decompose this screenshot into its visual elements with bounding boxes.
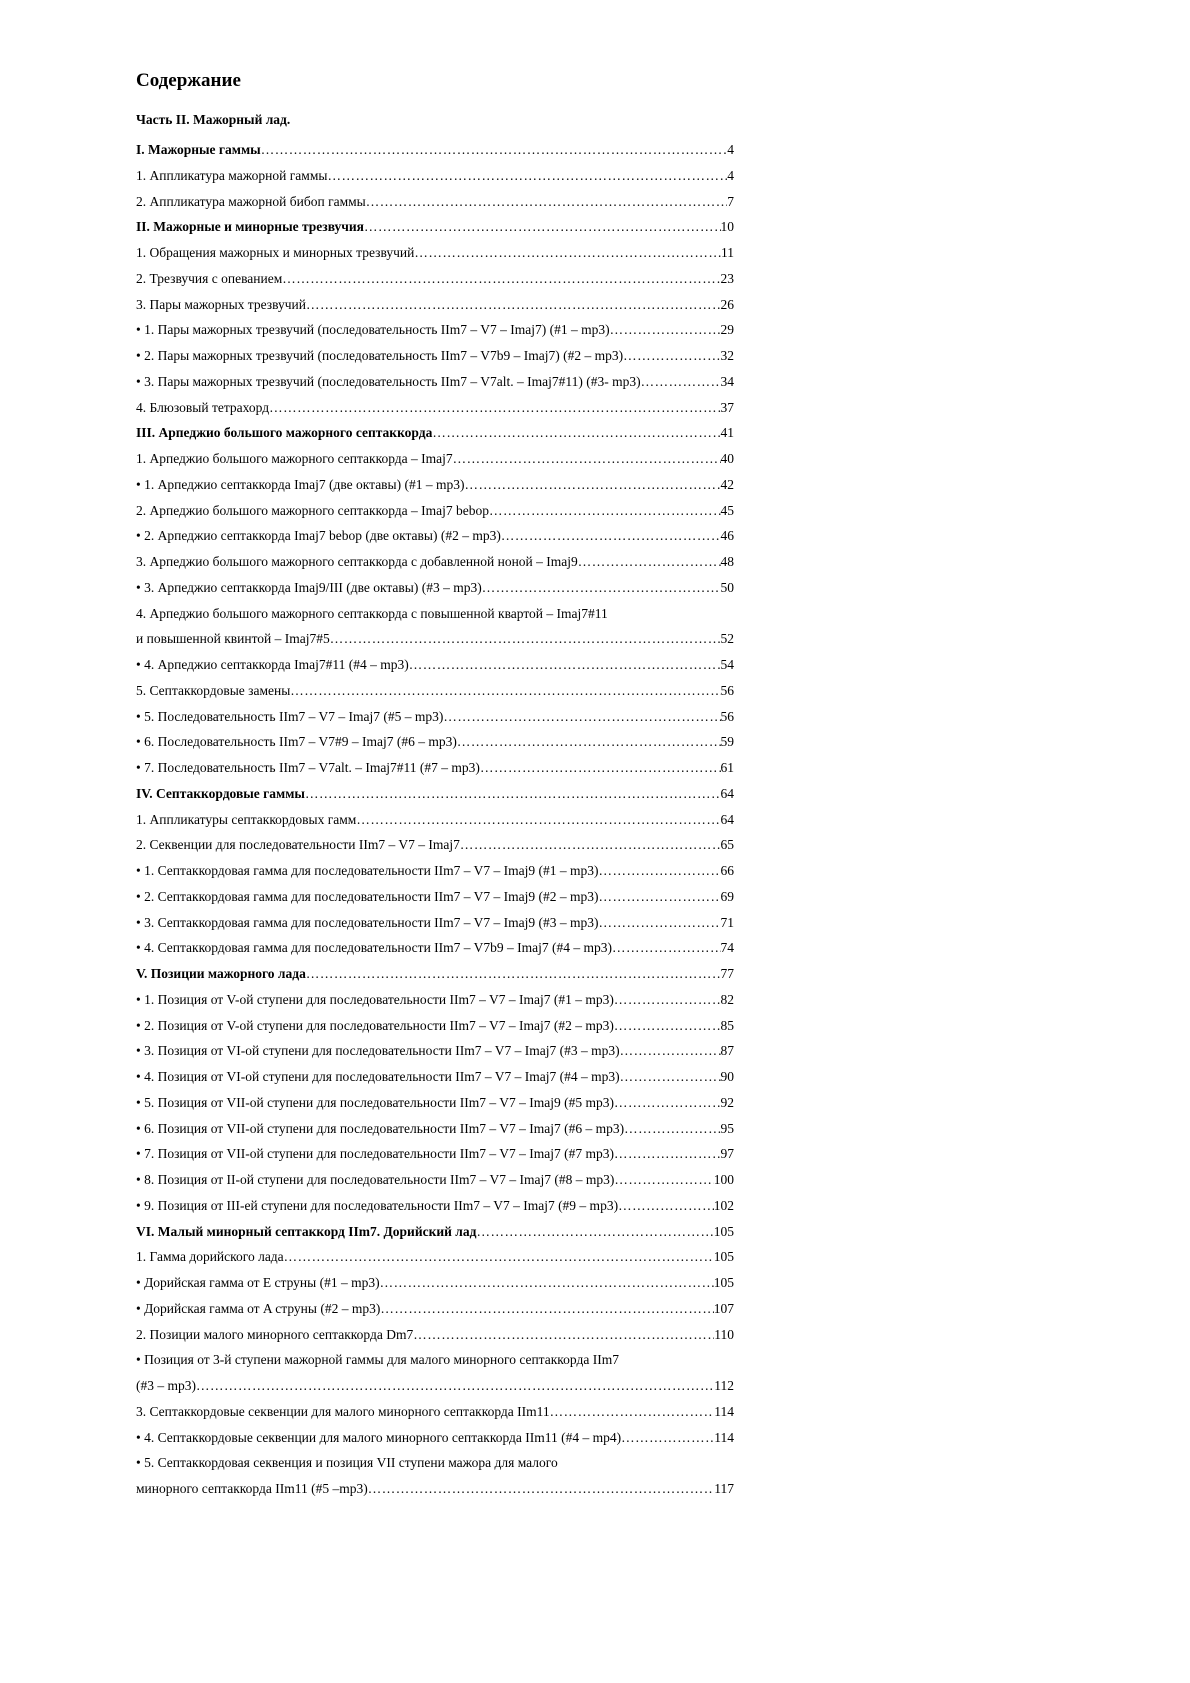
dot-leader: [550, 1399, 715, 1425]
toc-entry-page: 64: [720, 785, 734, 801]
dot-leader: [443, 704, 720, 730]
toc-entry-page: 61: [720, 760, 734, 775]
toc-entry[interactable]: [136, 1450, 734, 1476]
dot-leader: [432, 420, 720, 446]
dot-leader: [306, 961, 721, 987]
toc-entry-page: 4: [727, 142, 734, 157]
toc-entry-title: 1. Гамма дорийского лада: [136, 1249, 284, 1265]
dot-leader: [614, 1090, 721, 1116]
toc-entry[interactable]: [136, 549, 734, 575]
toc-entry-page: 34: [720, 373, 734, 389]
dot-leader: [620, 1064, 721, 1090]
toc-entry-page: 66: [720, 863, 734, 878]
toc-entry[interactable]: [136, 755, 734, 781]
part-heading: Часть II. Мажорный лад.: [136, 112, 291, 127]
dot-leader: [305, 781, 721, 807]
dot-leader: [465, 472, 721, 498]
toc-entry[interactable]: [136, 626, 734, 652]
toc-entry[interactable]: [136, 137, 734, 163]
dot-leader: [612, 935, 720, 961]
toc-entry-page: 41: [720, 425, 734, 441]
dot-leader: [620, 1038, 721, 1064]
dot-leader: [366, 189, 727, 215]
dot-leader: [269, 395, 720, 421]
toc-entry-page: 59: [720, 734, 734, 750]
dot-leader: [380, 1270, 714, 1296]
toc-entry-title: 5. Септаккордовые замены: [136, 682, 291, 698]
dot-leader: [480, 755, 721, 781]
dot-leader: [614, 1167, 713, 1193]
toc-entry[interactable]: [136, 446, 734, 472]
dot-leader: [489, 498, 720, 524]
toc-entry-page: 105: [713, 1223, 734, 1239]
toc-entry-title: • 9. Позиция от III-ей ступени для последовательности IIm7 – V7 – Imaj7 (#9 – mp3): [136, 1197, 619, 1213]
dot-leader: [356, 807, 720, 833]
toc-entry-page: 29: [720, 322, 734, 338]
toc-entry-title: • 3. Позиция от VI-ой ступени для последовательности IIm7 – V7 – Imaj7 (#3 – mp3): [136, 1043, 620, 1059]
toc-entry-page: 56: [720, 708, 734, 724]
toc-entry-page: 42: [720, 476, 734, 492]
toc-entry[interactable]: [136, 601, 734, 627]
toc-entry-title: 4. Блюзовый тетрахорд: [136, 399, 270, 415]
toc-entry[interactable]: [136, 678, 734, 704]
toc-entry-title: • 4. Позиция от VI-ой ступени для последовательности IIm7 – V7 – Imaj7 (#4 – mp3): [136, 1069, 620, 1084]
toc-entry[interactable]: [136, 652, 734, 678]
toc-entry[interactable]: [136, 1270, 734, 1296]
toc-entry-title: • Дорийская гамма от E струны (#1 – mp3): [136, 1275, 380, 1290]
toc-entry-title: • 4. Арпеджио септаккорда Imaj7#11 (#4 – mp3): [136, 657, 409, 672]
toc-entry[interactable]: [136, 266, 734, 292]
toc-entry[interactable]: [136, 781, 734, 807]
toc-entry[interactable]: [136, 369, 734, 395]
toc-entry-page: 32: [720, 348, 734, 363]
toc-entry-title: • 1. Пары мажорных трезвучий (последовательность IIm7 – V7 – Imaj7) (#1 – mp3): [136, 322, 610, 338]
toc-entry[interactable]: [136, 343, 734, 369]
toc-entry-page: 46: [720, 528, 734, 544]
toc-entry-title: • 4. Септаккордовые секвенции для малого минорного септаккорда IIm11 (#4 – mp4): [136, 1429, 622, 1445]
toc-entry-title: • 8. Позиция от II-ой ступени для последовательности IIm7 – V7 – Imaj7 (#8 – mp3): [136, 1172, 615, 1187]
toc-entry-page: 85: [720, 1017, 734, 1033]
toc-entry[interactable]: [136, 163, 734, 189]
page-title: Содержание: [136, 70, 241, 91]
toc-entry-title: IV. Септаккордовые гаммы: [136, 785, 305, 801]
toc-entry-page: 114: [714, 1429, 734, 1445]
toc-entry[interactable]: [136, 1425, 734, 1451]
toc-entry-page: 114: [714, 1403, 734, 1419]
toc-entry-title: • 6. Последовательность IIm7 – V7#9 – Imaj7 (#6 – mp3): [136, 734, 457, 750]
toc-entry[interactable]: [136, 523, 734, 549]
toc-entry-page: 54: [720, 657, 734, 672]
dot-leader: [621, 1425, 714, 1451]
dot-leader: [413, 1322, 714, 1348]
toc-entry-title: • 1. Арпеджио септаккорда Imaj7 (две октавы) (#1 – mp3): [136, 476, 465, 492]
toc-entry-page: 95: [720, 1120, 734, 1136]
dot-leader: [460, 832, 721, 858]
toc-entry-page: 105: [713, 1275, 734, 1290]
toc-entry[interactable]: [136, 1399, 734, 1425]
toc-entry-page: 102: [713, 1197, 734, 1213]
toc-entry-title: • 5. Позиция от VII-ой ступени для последовательности IIm7 – V7 – Imaj9 (#5 mp3): [136, 1094, 614, 1110]
toc-entry-title: • 2. Пары мажорных трезвучий (последовательность IIm7 – V7b9 – Imaj7) (#2 – mp3): [136, 348, 624, 363]
toc-entry-page: 100: [713, 1172, 734, 1187]
toc-entry[interactable]: [136, 935, 734, 961]
toc-entry[interactable]: [136, 1064, 734, 1090]
toc-entry-title: • 3. Пары мажорных трезвучий (последовательность IIm7 – V7alt. – Imaj7#11) (#3- mp3): [136, 373, 641, 389]
toc-entry-title: • 3. Септаккордовая гамма для последовательности IIm7 – V7 – Imaj9 (#3 – mp3): [136, 914, 599, 930]
toc-entry-title: VI. Малый минорный септаккорд IIm7. Дорийский лад: [136, 1223, 477, 1239]
toc-entry-page: 4: [727, 167, 734, 183]
toc-entry[interactable]: [136, 807, 734, 833]
dot-leader: [261, 137, 728, 163]
toc-entry-page: 52: [720, 631, 734, 647]
dot-leader: [453, 446, 721, 472]
dot-leader: [501, 523, 721, 549]
toc-entry[interactable]: [136, 1193, 734, 1219]
dot-leader: [196, 1373, 714, 1399]
toc-entry[interactable]: [136, 240, 734, 266]
toc-entry[interactable]: [136, 1116, 734, 1142]
dot-leader: [623, 343, 720, 369]
toc-entry[interactable]: [136, 1322, 734, 1348]
toc-entry-page: 7: [727, 193, 734, 209]
dot-leader: [476, 1219, 713, 1245]
toc-entry-page: 10: [720, 219, 734, 235]
toc-entry-title: 3. Пары мажорных трезвучий: [136, 296, 306, 312]
toc-entry[interactable]: [136, 292, 734, 318]
toc-entry-title: • 2. Септаккордовая гамма для последовательности IIm7 – V7 – Imaj9 (#2 – mp3): [136, 888, 599, 904]
toc-entry-title: 1. Арпеджио большого мажорного септаккорда – Imaj7: [136, 451, 453, 466]
toc-entry-page: 26: [720, 296, 734, 312]
toc-entry-title: 2. Арпеджио большого мажорного септаккорда – Imaj7 bebop: [136, 502, 490, 518]
toc-entry[interactable]: [136, 189, 734, 215]
toc-entry[interactable]: [136, 910, 734, 936]
toc-entry-page: 105: [713, 1249, 734, 1265]
toc-entry-page: 90: [720, 1069, 734, 1084]
toc-entry-title: II. Мажорные и минорные трезвучия: [136, 219, 364, 235]
toc-entry-page: 65: [720, 837, 734, 853]
toc-entry[interactable]: [136, 1038, 734, 1064]
dot-leader: [306, 292, 721, 318]
toc-entry-title: • 7. Позиция от VII-ой ступени для последовательности IIm7 – V7 – Imaj7 (#7 mp3): [136, 1146, 614, 1162]
toc-entry-page: 56: [720, 682, 734, 698]
toc-entry-title: • 5. Септаккордовая секвенция и позиция VII ступени мажора для малого: [136, 1455, 558, 1471]
dot-leader: [364, 214, 721, 240]
dot-leader: [614, 987, 721, 1013]
toc-entry-title: V. Позиции мажорного лада: [136, 966, 306, 981]
toc-entry[interactable]: [136, 832, 734, 858]
dot-leader: [409, 652, 721, 678]
toc-entry[interactable]: [136, 1347, 734, 1373]
toc-entry[interactable]: [136, 420, 734, 446]
toc-entry-title: • 2. Позиция от V-ой ступени для последовательности IIm7 – V7 – Imaj7 (#2 – mp3): [136, 1017, 614, 1033]
toc-entry-title: 3. Септаккордовые секвенции для малого минорного септаккорда IIm11: [136, 1403, 550, 1419]
toc-entry[interactable]: [136, 1090, 734, 1116]
toc-entry[interactable]: [136, 1141, 734, 1167]
toc-entry-title: • 2. Арпеджио септаккорда Imaj7 bebop (две октавы) (#2 – mp3): [136, 528, 501, 544]
toc-entry-title: 1. Аппликатура мажорной гаммы: [136, 167, 328, 183]
toc-entry[interactable]: [136, 575, 734, 601]
toc-entry-title: • 5. Последовательность IIm7 – V7 – Imaj7 (#5 – mp3): [136, 708, 444, 724]
toc-entry-page: 64: [720, 811, 734, 827]
toc-entry[interactable]: [136, 214, 734, 240]
dot-leader: [457, 729, 721, 755]
toc-entry[interactable]: [136, 729, 734, 755]
toc-entry[interactable]: [136, 1013, 734, 1039]
dot-leader: [610, 317, 721, 343]
dot-leader: [330, 626, 721, 652]
dot-leader: [599, 884, 721, 910]
toc-entry-title: (#3 – mp3): [136, 1378, 196, 1393]
toc-entry-page: 45: [720, 502, 734, 518]
dot-leader: [368, 1476, 715, 1502]
toc-entry-page: 50: [720, 579, 734, 595]
toc-entry-title: • Позиция от 3-й ступени мажорной гаммы для малого минорного септаккорда IIm7: [136, 1352, 619, 1368]
toc-entry[interactable]: [136, 704, 734, 730]
toc-entry-title: III. Арпеджио большого мажорного септаккорда: [136, 425, 433, 441]
toc-entry-title: 2. Трезвучия с опеванием: [136, 270, 283, 286]
toc-entry-page: 37: [720, 399, 734, 415]
toc-entry-page: 82: [720, 991, 734, 1007]
dot-leader: [624, 1116, 720, 1142]
toc-entry-page: 71: [720, 914, 734, 930]
toc-entry-title: • 4. Септаккордовая гамма для последовательности IIm7 – V7b9 – Imaj7 (#4 – mp3): [136, 940, 613, 956]
toc-entry[interactable]: [136, 498, 734, 524]
toc-entry-page: 87: [720, 1043, 734, 1059]
toc-entry-page: 48: [720, 554, 734, 569]
toc-entry-title: • 6. Позиция от VII-ой ступени для последовательности IIm7 – V7 – Imaj7 (#6 – mp3): [136, 1120, 625, 1136]
toc-entry-title: • Дорийская гамма от A струны (#2 – mp3): [136, 1300, 381, 1316]
dot-leader: [599, 910, 721, 936]
toc-entry[interactable]: [136, 1244, 734, 1270]
toc-entry[interactable]: [136, 1296, 734, 1322]
toc-entry-title: 2. Аппликатура мажорной бибоп гаммы: [136, 193, 366, 209]
dot-leader: [414, 240, 721, 266]
dot-leader: [290, 678, 720, 704]
toc-entry[interactable]: [136, 395, 734, 421]
toc-entry-title: I. Мажорные гаммы: [136, 142, 261, 157]
toc-entry[interactable]: [136, 858, 734, 884]
toc-entry-title: 1. Аппликатуры септаккордовых гамм: [136, 811, 357, 827]
toc-entry[interactable]: [136, 884, 734, 910]
toc-entry-title: • 1. Позиция от V-ой ступени для последовательности IIm7 – V7 – Imaj7 (#1 – mp3): [136, 991, 614, 1007]
toc-entry-page: 23: [720, 270, 734, 286]
toc-entry-title: 4. Арпеджио большого мажорного септаккорда с повышенной квартой – Imaj7#11: [136, 605, 608, 621]
dot-leader: [284, 1244, 714, 1270]
toc-entry-page: 110: [714, 1326, 734, 1342]
toc-entry-title: 2. Секвенции для последовательности IIm7 – V7 – Imaj7: [136, 837, 460, 853]
dot-leader: [327, 163, 727, 189]
toc-entry-title: 1. Обращения мажорных и минорных трезвучий: [136, 245, 415, 260]
toc-entry[interactable]: [136, 1373, 734, 1399]
toc-entry[interactable]: [136, 1219, 734, 1245]
toc-entry[interactable]: [136, 317, 734, 343]
dot-leader: [614, 1141, 721, 1167]
toc-entry[interactable]: [136, 987, 734, 1013]
toc-entry-page: 77: [720, 966, 734, 981]
toc-entry-page: 40: [720, 451, 734, 466]
toc-entry-page: 112: [714, 1378, 734, 1393]
dot-leader: [482, 575, 721, 601]
dot-leader: [282, 266, 720, 292]
toc-entry-page: 69: [720, 888, 734, 904]
toc-entry-page: 92: [720, 1094, 734, 1110]
toc-entry-title: • 3. Арпеджио септаккорда Imaj9/III (две октавы) (#3 – mp3): [136, 579, 482, 595]
toc-entry-page: 11: [721, 245, 734, 260]
toc-entry-title: минорного септаккорда IIm11 (#5 –mp3): [136, 1481, 368, 1496]
toc-entry[interactable]: [136, 472, 734, 498]
toc-entry[interactable]: [136, 1476, 734, 1502]
toc-entry-title: 3. Арпеджио большого мажорного септаккорда с добавленной ноной – Imaj9: [136, 554, 578, 569]
dot-leader: [578, 549, 721, 575]
dot-leader: [599, 858, 721, 884]
toc-entry-page: 117: [714, 1481, 734, 1496]
toc-entry-page: 74: [720, 940, 734, 956]
toc-entry-title: • 7. Последовательность IIm7 – V7alt. – Imaj7#11 (#7 – mp3): [136, 760, 480, 775]
toc-entry-title: • 1. Септаккордовая гамма для последовательности IIm7 – V7 – Imaj9 (#1 – mp3): [136, 863, 599, 878]
toc-entry-title: 2. Позиции малого минорного септаккорда Dm7: [136, 1326, 414, 1342]
toc-entry[interactable]: [136, 1167, 734, 1193]
dot-leader: [380, 1296, 713, 1322]
dot-leader: [618, 1193, 714, 1219]
toc-entry-page: 107: [713, 1300, 734, 1316]
dot-leader: [641, 369, 721, 395]
toc-entry-page: 97: [720, 1146, 734, 1162]
table-of-contents: [136, 137, 734, 1502]
toc-entry[interactable]: [136, 961, 734, 987]
toc-entry-title: и повышенной квинтой – Imaj7#5: [136, 631, 330, 647]
dot-leader: [614, 1013, 721, 1039]
